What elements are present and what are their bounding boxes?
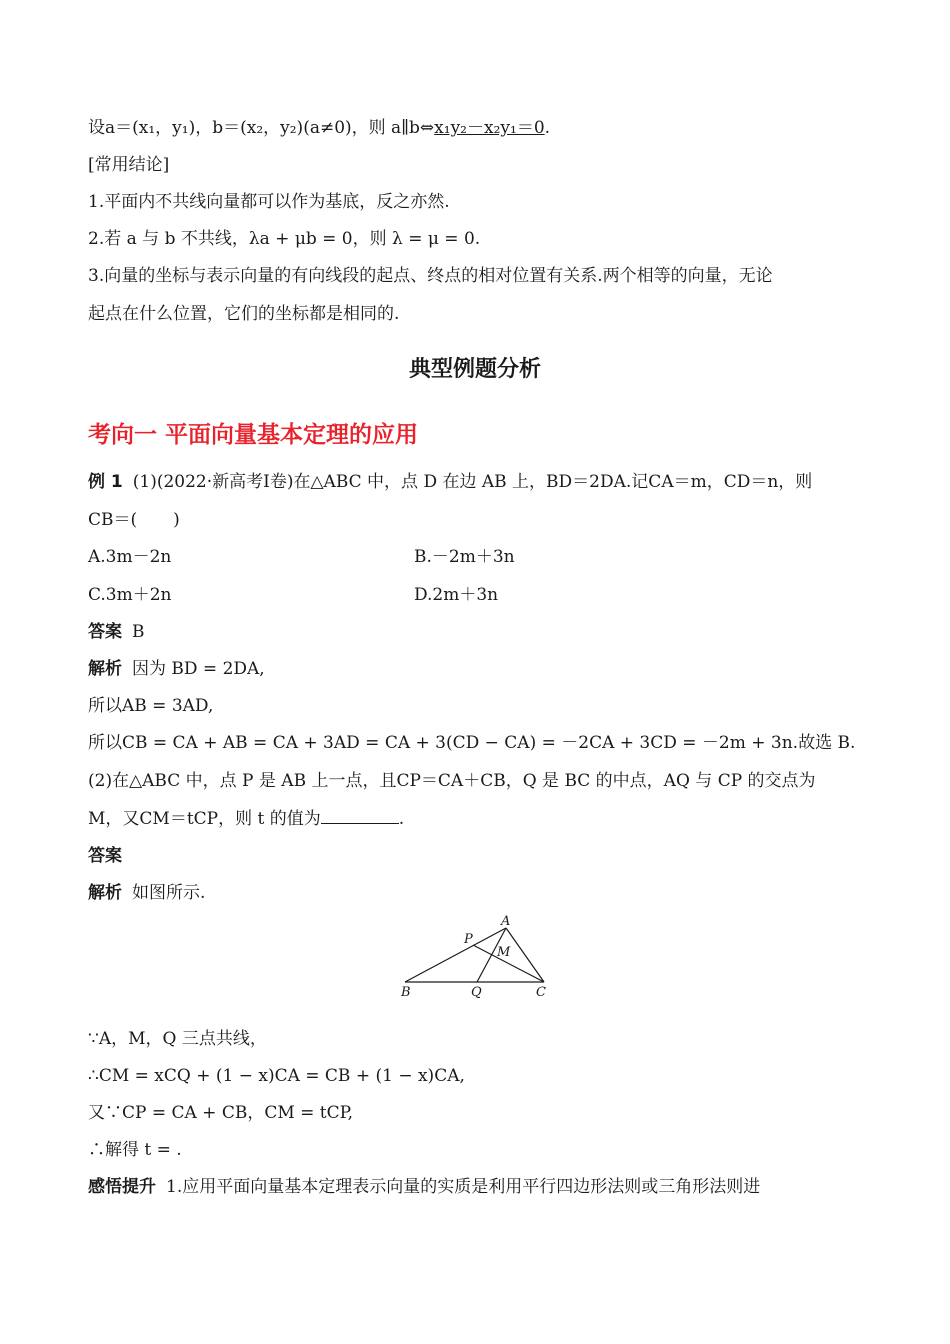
step-1: ∵A，M，Q 三点共线， xyxy=(88,1029,267,1049)
answer-1 xyxy=(88,621,145,643)
example1-q1-line2 xyxy=(88,509,180,531)
label-c: C xyxy=(536,985,546,1000)
analysis-l3: 所以CB = CA + AB = CA + 3AD = CA + 3(CD − CA) = －2CA + 3CD = －2m + 3n.故选 B. xyxy=(88,733,856,753)
analysis-1-line1 xyxy=(88,658,265,680)
step-4: ∴解得 t = . xyxy=(88,1140,182,1160)
conclusion-1: 1.平面内不共线向量都可以作为基底，反之亦然. xyxy=(88,192,450,212)
answer-value: B xyxy=(132,622,145,642)
example1-label: 例 1 xyxy=(88,472,123,492)
common-conclusions-label: [常用结论] xyxy=(88,155,170,175)
label-a: A xyxy=(501,914,511,929)
option-b: B.－2m＋3n xyxy=(414,547,515,567)
label-q: Q xyxy=(471,985,482,1000)
example1-q1b-post: ) xyxy=(173,510,180,530)
insight xyxy=(88,1176,760,1198)
step-3: 又∵CP = CA + CB，CM = tCP, xyxy=(88,1103,354,1123)
insight-text: 1.应用平面向量基本定理表示向量的实质是利用平行四边形法则或三角形法则进 xyxy=(166,1177,761,1197)
triangle-figure xyxy=(395,912,555,1002)
section-title: 考向一 平面向量基本定理的应用 xyxy=(88,422,419,448)
intro-line-1 xyxy=(88,117,550,139)
example1-q1-line1 xyxy=(88,471,812,493)
main-heading: 典型例题分析 xyxy=(408,357,541,382)
step-2: ∴CM = xCQ + (1 − x)CA = CB + (1 − x)CA, xyxy=(88,1066,465,1086)
intro-line-1-underlined: x₁y₂－x₂y₁＝0 xyxy=(434,118,545,138)
analysis2-label: 解析 xyxy=(88,883,122,903)
example1-q2-line1: (2)在△ABC 中，点 P 是 AB 上一点，且CP＝CA＋CB，Q 是 BC 的中点，AQ 与 CP 的交点为 xyxy=(88,771,816,791)
option-d: D.2m＋3n xyxy=(414,585,499,605)
analysis-l2: 所以AB = 3AD, xyxy=(88,696,214,716)
example1-q1a: (1)(2022·新高考Ⅰ卷)在△ABC 中，点 D 在边 AB 上，BD＝2DA.记CA＝m，CD＝n，则 xyxy=(132,472,813,492)
example1-q1b-pre: CB＝( xyxy=(88,510,138,530)
analysis2-l1: 如图所示. xyxy=(132,883,206,903)
label-p: P xyxy=(464,932,473,947)
label-m: M xyxy=(497,945,511,960)
label-b: B xyxy=(401,985,411,1000)
conclusion-3a: 3.向量的坐标与表示向量的有向线段的起点、终点的相对位置有关系.两个相等的向量，无论 xyxy=(88,266,773,286)
option-c: C.3m＋2n xyxy=(88,585,172,605)
intro-line-1-end: . xyxy=(544,118,551,138)
answer-label: 答案 xyxy=(88,622,122,642)
example1-q2-line2 xyxy=(88,807,404,830)
conclusion-2: 2.若 a 与 b 不共线，λa + μb = 0，则 λ = μ = 0. xyxy=(88,229,481,249)
answer2-label: 答案 xyxy=(88,846,122,866)
analysis-l1: 因为 BD = 2DA, xyxy=(132,659,265,679)
q2b-post: . xyxy=(398,809,405,829)
side-ac xyxy=(506,928,544,982)
answer-2 xyxy=(88,845,132,867)
conclusion-3b: 起点在什么位置，它们的坐标都是相同的. xyxy=(88,304,400,324)
q2b-pre: M，又CM＝tCP，则 t 的值为 xyxy=(88,809,321,829)
analysis-2 xyxy=(88,882,205,904)
analysis-label: 解析 xyxy=(88,659,122,679)
option-a: A.3m－2n xyxy=(88,547,172,567)
intro-line-1-text: 设a＝(x₁，y₁)，b＝(x₂，y₂)(a≠0)，则 a∥b⇔ xyxy=(88,118,435,138)
insight-label: 感悟提升 xyxy=(88,1177,156,1197)
answer-blank xyxy=(321,807,399,824)
